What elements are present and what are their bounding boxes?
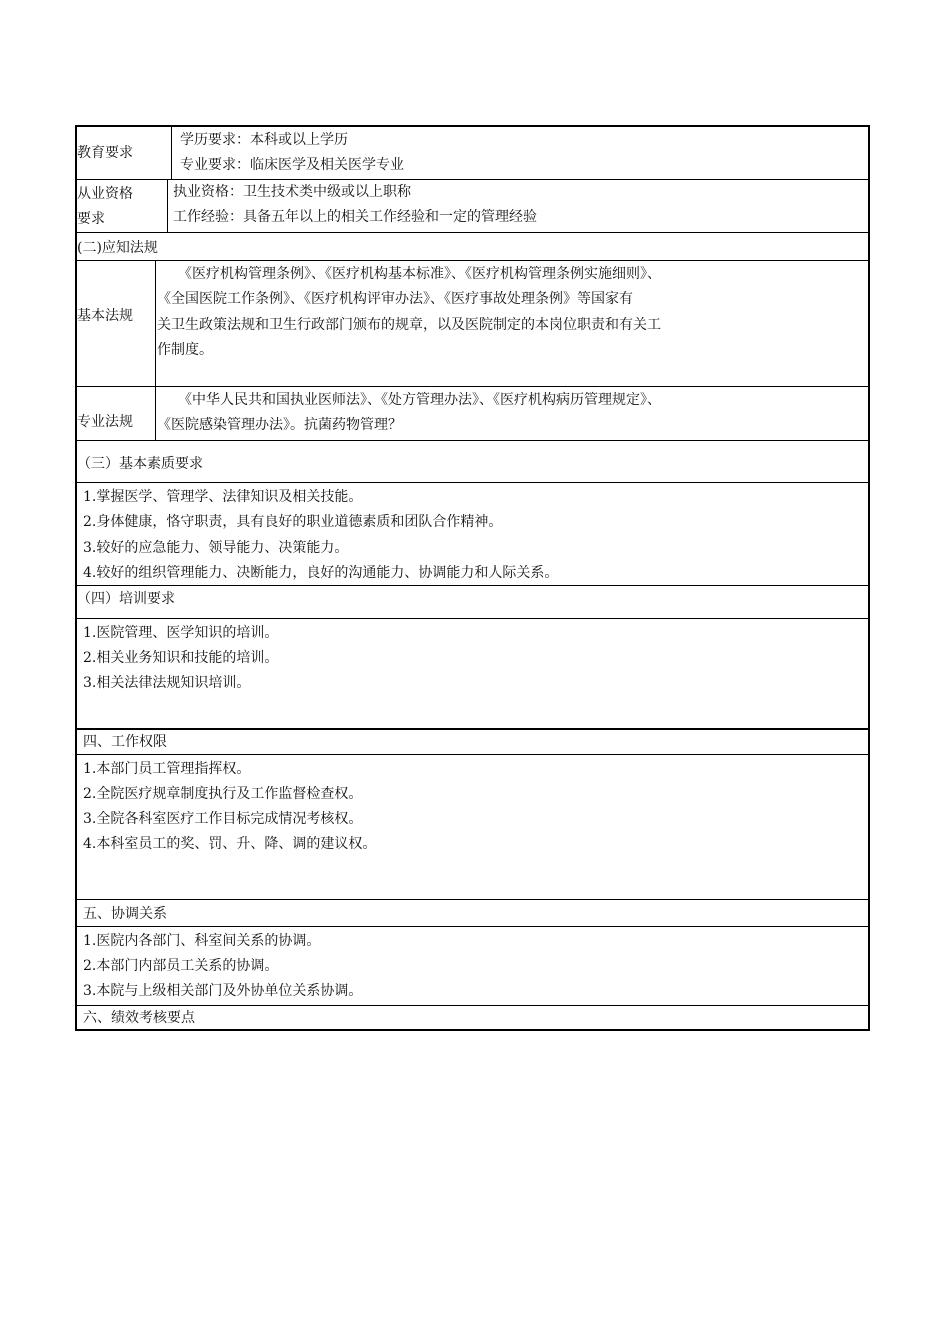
professional-laws-label: 专业法规 bbox=[77, 414, 133, 430]
divider bbox=[75, 618, 870, 619]
divider bbox=[75, 1005, 870, 1006]
quality-item: 2.身体健康，恪守职责，具有良好的职业道德素质和团队合作精神。 bbox=[83, 514, 503, 530]
authority-item: 4.本科室员工的奖、罚、升、降、调的建议权。 bbox=[83, 836, 377, 852]
authority-heading: 四、工作权限 bbox=[83, 734, 167, 750]
qualification-license: 执业资格：卫生技术类中级或以上职称 bbox=[173, 184, 411, 200]
education-major: 专业要求：临床医学及相关医学专业 bbox=[180, 157, 404, 173]
training-item: 2.相关业务知识和技能的培训。 bbox=[83, 650, 279, 666]
divider bbox=[75, 482, 870, 483]
coordination-item: 2.本部门内部员工关系的协调。 bbox=[83, 958, 279, 974]
basic-laws-line: 作制度。 bbox=[157, 342, 213, 358]
divider bbox=[75, 754, 870, 755]
laws-heading: (二)应知法规 bbox=[77, 240, 158, 256]
quality-item: 4.较好的组织管理能力、决断能力，良好的沟通能力、协调能力和人际关系。 bbox=[83, 565, 559, 581]
basic-laws-line: 《医疗机构管理条例》、《医疗机构基本标准》、《医疗机构管理条例实施细则》、 bbox=[157, 266, 661, 282]
qualification-label: 从业资格 bbox=[77, 186, 133, 202]
training-heading: （四）培训要求 bbox=[77, 591, 175, 607]
coordination-item: 1.医院内各部门、科室间关系的协调。 bbox=[83, 933, 321, 949]
qualification-label: 要求 bbox=[77, 211, 105, 227]
quality-item: 3.较好的应急能力、领导能力、决策能力。 bbox=[83, 540, 349, 556]
education-label: 教育要求 bbox=[77, 145, 133, 161]
training-item: 1.医院管理、医学知识的培训。 bbox=[83, 625, 279, 641]
performance-heading: 六、绩效考核要点 bbox=[83, 1010, 195, 1026]
divider bbox=[75, 728, 870, 730]
quality-item: 1.掌握医学、管理学、法律知识及相关技能。 bbox=[83, 489, 363, 505]
divider bbox=[75, 440, 870, 441]
training-item: 3.相关法律法规知识培训。 bbox=[83, 675, 251, 691]
quality-heading: （三）基本素质要求 bbox=[77, 456, 203, 472]
basic-laws-line: 关卫生政策法规和卫生行政部门颁布的规章，以及医院制定的本岗位职责和有关工 bbox=[157, 317, 661, 333]
professional-laws-line: 《中华人民共和国执业医师法》、《处方管理办法》、《医疗机构病历管理规定》、 bbox=[157, 392, 661, 408]
education-degree: 学历要求：本科或以上学历 bbox=[180, 132, 348, 148]
divider bbox=[75, 899, 870, 900]
authority-item: 3.全院各科室医疗工作目标完成情况考核权。 bbox=[83, 811, 363, 827]
divider bbox=[75, 386, 870, 387]
basic-laws-label: 基本法规 bbox=[77, 308, 133, 324]
basic-laws-line: 《全国医院工作条例》、《医疗机构评审办法》、《医疗事故处理条例》等国家有 bbox=[157, 291, 633, 307]
professional-laws-line: 《医院感染管理办法》。抗菌药物管理？ bbox=[157, 417, 402, 433]
divider bbox=[75, 926, 870, 927]
divider bbox=[171, 125, 172, 179]
divider bbox=[155, 260, 156, 440]
divider bbox=[167, 179, 168, 232]
coordination-item: 3.本院与上级相关部门及外协单位关系协调。 bbox=[83, 983, 363, 999]
authority-item: 1.本部门员工管理指挥权。 bbox=[83, 761, 251, 777]
authority-item: 2.全院医疗规章制度执行及工作监督检查权。 bbox=[83, 786, 363, 802]
divider bbox=[75, 232, 870, 233]
divider bbox=[75, 179, 870, 180]
divider bbox=[75, 585, 870, 586]
qualification-experience: 工作经验：具备五年以上的相关工作经验和一定的管理经验 bbox=[173, 209, 537, 225]
coordination-heading: 五、协调关系 bbox=[83, 906, 167, 922]
divider bbox=[75, 260, 870, 261]
